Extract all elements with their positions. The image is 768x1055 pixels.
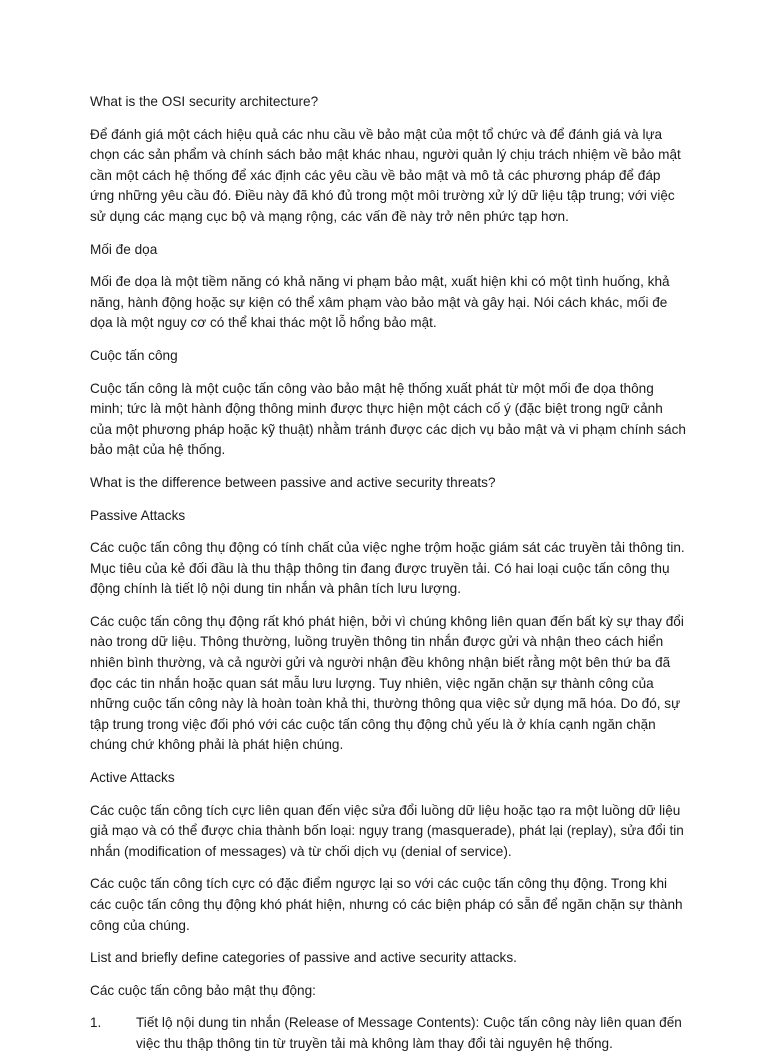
heading-passive-categories: Các cuộc tấn công bảo mật thụ động: (90, 982, 316, 998)
paragraph-active-1: Các cuộc tấn công tích cực liên quan đến việc sửa đổi luồng dữ liệu hoặc tạo ra một luồng dữ liệu giả mạo và có thể được chia thành bốn loại: ngụy trang (masquerade), phát lại (replay), sửa đổi tin nhắn (modification of messages) và từ chối dịch vụ (denial of service). (90, 802, 684, 859)
heading-difference-question: What is the difference between passive and active security threats? (90, 474, 496, 490)
paragraph-active-2: Các cuộc tấn công tích cực có đặc điểm ngược lại so với các cuộc tấn công thụ động. Trong khi các cuộc tấn công thụ động khó phát hiện, nhưng có các biện pháp có sẵn để ngăn chặn sự thành công của chúng. (90, 876, 683, 933)
heading-active-attacks: Active Attacks (90, 770, 175, 786)
heading-osi-question: What is the OSI security architecture? (90, 94, 319, 109)
list-item-number: 1. (90, 1015, 102, 1031)
heading-list-question: List and briefly define categories of passive and active security attacks. (90, 950, 517, 966)
paragraph-attack: Cuộc tấn công là một cuộc tấn công vào bảo mật hệ thống xuất phát từ một mối đe dọa thông minh; tức là một hành động thông minh được thực hiện một cách cố ý (đặc biệt trong ngữ cảnh của một phương pháp hoặc kỹ thuật) nhằm tránh được các dịch vụ bảo mật và vi phạm chính sách bảo mật của hệ thống. (90, 380, 686, 458)
paragraph-osi-intro: Để đánh giá một cách hiệu quả các nhu cầu về bảo mật của một tổ chức và để đánh giá và lựa chọn các sản phẩm và chính sách bảo mật khác nhau, người quản lý chịu trách nhiệm về bảo mật cần một cách hệ thống để xác định các yêu cầu về bảo mật và mô tả các phương pháp để đáp ứng những yêu cầu đó. Điều này đã khó đủ trong một môi trường xử lý dữ liệu tập trung; với việc sử dụng các mạng cục bộ và mạng rộng, các vấn đề này trở nên phức tạp hơn. (90, 126, 681, 224)
heading-passive-attacks: Passive Attacks (90, 507, 186, 523)
paragraph-passive-1: Các cuộc tấn công thụ động có tính chất của việc nghe trộm hoặc giám sát các truyền tải thông tin. Mục tiêu của kẻ đối đầu là thu thập thông tin đang được truyền tải. Có hai loại cuộc tấn công thụ động chính là tiết lộ nội dung tin nhắn và phân tích lưu lượng. (90, 540, 685, 597)
paragraph-passive-2: Các cuộc tấn công thụ động rất khó phát hiện, bởi vì chúng không liên quan đến bất kỳ sự thay đổi nào trong dữ liệu. Thông thường, luồng truyền thông tin nhắn được gửi và nhận theo cách hiển nhiên bình thường, và cả người gửi và người nhận đều không nhận biết rằng một bên thứ ba đã đọc các tin nhắn hoặc quan sát mẫu lưu lượng. Tuy nhiên, việc ngăn chặn sự thành công của những cuộc tấn công này là hoàn toàn khả thi, thường thông qua việc sử dụng mã hóa. Do đó, sự tập trung trong việc đối phó với các cuộc tấn công thụ động chủ yếu là ở khía cạnh ngăn chặn chúng chứ không phải là phát hiện chúng. (90, 613, 684, 753)
heading-attack: Cuộc tấn công (90, 347, 178, 363)
list-item (90, 1013, 688, 1054)
list-item-text: Tiết lộ nội dung tin nhắn (Release of Message Contents): Cuộc tấn công này liên quan đến việc thu thập thông tin từ truyền tải mà không làm thay đổi tài nguyên hệ thống. (136, 1015, 682, 1051)
heading-threat: Mối đe dọa (90, 241, 158, 257)
paragraph-threat: Mối đe dọa là một tiềm năng có khả năng vi phạm bảo mật, xuất hiện khi có một tình huống, khả năng, hành động hoặc sự kiện có thể xâm phạm vào bảo mật và gây hại. Nói cách khác, mối đe dọa là một nguy cơ có thể khai thác một lỗ hổng bảo mật. (90, 274, 670, 331)
